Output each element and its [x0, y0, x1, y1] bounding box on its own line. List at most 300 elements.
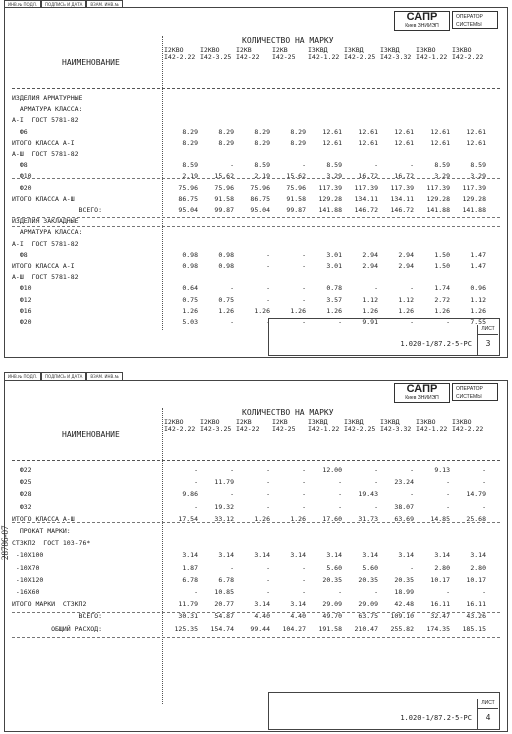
- row-value: 1.12: [398, 295, 414, 304]
- row-value: 12.61: [430, 138, 450, 147]
- column-header: I2КВО I42-3.25: [200, 418, 232, 433]
- sapr-logo: [394, 11, 450, 31]
- row-value: 99.87: [286, 206, 306, 214]
- row-value: 1.50: [434, 262, 450, 270]
- row-value: 3.14: [182, 551, 198, 560]
- table-row: [12, 478, 500, 486]
- row-value: 32.47: [430, 612, 450, 621]
- row-label: ИТОГО МАРКИ СТ3КП2: [12, 600, 87, 609]
- row-label: А-I ГОСТ 5781-82: [12, 239, 79, 248]
- row-separator: [12, 612, 500, 613]
- row-separator: [12, 226, 500, 227]
- row-value: -: [446, 490, 450, 499]
- row-value: 3.14: [254, 600, 270, 609]
- row-label: А-Ш ГОСТ 5781-82: [12, 150, 79, 158]
- table-row: [12, 262, 500, 270]
- table-row: [12, 161, 500, 169]
- row-value: 3.14: [254, 551, 270, 560]
- row-label: Ф32: [12, 502, 32, 511]
- table-row: [12, 588, 500, 596]
- row-value: 1.26: [182, 306, 198, 315]
- document-code: 1.020-1/87.2-5-PC: [400, 340, 472, 348]
- row-value: -: [230, 318, 234, 326]
- sapr-logo: [394, 383, 450, 403]
- column-header: I2КВ I42-25: [272, 418, 296, 433]
- sheet-number-box: [477, 699, 498, 729]
- sapr-title: САПР: [406, 383, 438, 395]
- row-value: 8.29: [182, 127, 198, 136]
- row-value: 117.39: [318, 183, 342, 192]
- row-value: -: [266, 575, 270, 584]
- column-header: I3КВО I42-2.22: [452, 46, 484, 61]
- row-value: 75.96: [250, 183, 270, 192]
- row-value: -: [482, 588, 486, 596]
- row-value: 8.29: [182, 138, 198, 147]
- column-header: I2КВО I42-2.22: [164, 46, 196, 61]
- row-value: 63.69: [394, 514, 414, 523]
- row-label: Ф8: [12, 250, 28, 259]
- row-value: 2.94: [398, 250, 414, 259]
- row-label: ИТОГО КЛАССА А-I: [12, 262, 75, 270]
- row-value: 1.47: [470, 262, 486, 270]
- table-row: [12, 240, 500, 248]
- row-label: Ф28: [12, 490, 32, 499]
- row-value: -: [410, 318, 414, 326]
- row-value: 8.29: [254, 127, 270, 136]
- operator-label: ОПЕРАТОР: [456, 386, 483, 392]
- row-value: -: [230, 161, 234, 170]
- row-value: 8.59: [182, 161, 198, 170]
- row-value: -: [374, 284, 378, 293]
- row-value: 12.61: [430, 127, 450, 136]
- sapr-org: Киев ЗНИИЭП: [405, 23, 439, 29]
- table-row: [12, 195, 500, 203]
- table-row: [12, 284, 500, 292]
- table-row: [12, 466, 500, 474]
- row-value: 2.80: [434, 563, 450, 572]
- row-value: 1.26: [218, 306, 234, 315]
- row-value: -: [302, 295, 306, 304]
- row-value: 2.80: [470, 563, 486, 572]
- table-header: [12, 36, 500, 89]
- row-value: 20.35: [322, 575, 342, 584]
- row-value: 5.03: [182, 318, 198, 326]
- row-value: -: [302, 588, 306, 596]
- row-value: 3.57: [326, 295, 342, 304]
- row-value: 2.72: [434, 295, 450, 304]
- row-value: 12.61: [394, 127, 414, 136]
- row-value: -: [446, 318, 450, 326]
- row-value: -: [374, 161, 378, 170]
- row-value: 8.59: [326, 161, 342, 170]
- row-value: 2.94: [362, 262, 378, 270]
- row-value: 12.00: [322, 466, 342, 474]
- table-row: [12, 503, 500, 511]
- row-value: -: [230, 466, 234, 474]
- row-value: 1.26: [290, 514, 306, 523]
- row-value: 38.07: [394, 502, 414, 511]
- row-value: 3.14: [434, 551, 450, 560]
- row-value: 17.54: [178, 514, 198, 523]
- row-label: ИТОГО КЛАССА А-Ш: [12, 514, 75, 523]
- table-row: [12, 206, 500, 214]
- table-row: [12, 625, 500, 633]
- row-value: 63.75: [358, 612, 378, 621]
- row-value: -: [410, 284, 414, 293]
- sheet-label: ЛИСТ: [478, 325, 498, 335]
- row-value: -: [302, 250, 306, 259]
- row-value: 33.12: [214, 514, 234, 523]
- row-value: 0.75: [218, 295, 234, 304]
- row-value: 134.11: [390, 194, 414, 203]
- operator-label: ОПЕРАТОР: [456, 14, 483, 20]
- row-value: 29.09: [322, 600, 342, 609]
- sheet-label: ЛИСТ: [478, 699, 498, 709]
- table-row: [12, 600, 500, 608]
- row-value: 1.47: [470, 250, 486, 259]
- column-header: I2КВО I42-3.25: [200, 46, 232, 61]
- sheet-2: [0, 372, 512, 734]
- row-value: 1.50: [434, 250, 450, 259]
- row-value: 75.96: [286, 183, 306, 192]
- row-value: -: [410, 563, 414, 572]
- row-separator: [12, 637, 500, 638]
- row-value: 146.72: [354, 206, 378, 214]
- row-value: -: [302, 490, 306, 499]
- row-value: -: [302, 262, 306, 270]
- row-label: А-Ш ГОСТ 5781-82: [12, 273, 79, 282]
- row-value: 3.29: [434, 172, 450, 181]
- row-value: -: [338, 588, 342, 596]
- row-value: -: [482, 466, 486, 474]
- row-value: 12.61: [358, 127, 378, 136]
- row-value: -: [266, 502, 270, 511]
- column-header: I3КВД I42-3.32: [380, 46, 412, 61]
- row-label: Ф25: [12, 478, 32, 487]
- sapr-org: Киев ЗНИИЭП: [405, 395, 439, 401]
- row-value: 0.96: [470, 284, 486, 293]
- stamp-cell: ВЗАМ. ИНВ.№: [86, 372, 122, 380]
- row-value: 12.61: [394, 138, 414, 147]
- row-value: 0.75: [182, 295, 198, 304]
- row-value: 0.98: [182, 250, 198, 259]
- row-value: 174.35: [426, 624, 450, 633]
- table-row: [12, 273, 500, 281]
- table-row: [12, 490, 500, 498]
- table-row: [12, 612, 500, 620]
- name-header: НАИМЕНОВАНИЕ: [62, 430, 120, 439]
- row-value: 12.61: [322, 138, 342, 147]
- table-row: [12, 307, 500, 315]
- row-value: 86.75: [250, 194, 270, 203]
- row-value: 95.04: [250, 206, 270, 214]
- row-value: 29.09: [358, 600, 378, 609]
- table-header: [12, 408, 500, 461]
- stamp-cell: ИНВ.№ ПОДЛ.: [4, 372, 41, 380]
- row-value: 8.59: [470, 161, 486, 170]
- row-value: 3.14: [470, 551, 486, 560]
- row-value: 146.72: [390, 206, 414, 214]
- row-value: -: [266, 588, 270, 596]
- stamp-bar: [4, 372, 123, 380]
- row-value: 31.73: [358, 514, 378, 523]
- column-header: I2КВ I42-22: [236, 418, 260, 433]
- row-value: 134.11: [354, 194, 378, 203]
- row-value: 1.26: [254, 514, 270, 523]
- column-header: I3КВД I42-1.22: [308, 46, 340, 61]
- row-label: -10Х100: [12, 551, 44, 560]
- row-value: -: [194, 466, 198, 474]
- row-label: Ф8: [12, 161, 28, 170]
- row-value: 109.10: [390, 612, 414, 621]
- row-value: 43.26: [466, 612, 486, 621]
- table-row: [12, 217, 500, 225]
- row-value: 10.85: [214, 588, 234, 596]
- column-header: I3КВД I42-2.25: [344, 418, 376, 433]
- stamp-cell: ПОДПИСЬ И ДАТА: [41, 0, 86, 8]
- row-value: 16.11: [466, 600, 486, 609]
- row-value: 125.35: [174, 624, 198, 633]
- row-label: ПРОКАТ МАРКИ:: [12, 527, 71, 535]
- row-value: 141.88: [318, 206, 342, 214]
- row-value: 129.28: [462, 194, 486, 203]
- row-value: 42.48: [394, 600, 414, 609]
- row-value: 5.60: [362, 563, 378, 572]
- row-value: -: [266, 295, 270, 304]
- row-value: 30.31: [178, 612, 198, 621]
- row-value: -: [374, 466, 378, 474]
- row-value: 1.26: [326, 306, 342, 315]
- row-value: 0.98: [218, 262, 234, 270]
- row-value: -: [374, 502, 378, 511]
- row-value: 4.40: [290, 612, 306, 621]
- row-value: 0.64: [182, 284, 198, 293]
- row-value: -: [302, 478, 306, 487]
- row-value: 12.61: [466, 138, 486, 147]
- row-label: ИТОГО КЛАССА А-I: [12, 138, 75, 147]
- row-value: 154.74: [210, 624, 234, 633]
- operator-box: [452, 11, 498, 29]
- row-value: 3.14: [398, 551, 414, 560]
- row-value: -: [194, 478, 198, 487]
- row-value: 11.79: [178, 600, 198, 609]
- qty-header: КОЛИЧЕСТВО НА МАРКУ: [242, 408, 334, 417]
- table-row: [12, 116, 500, 124]
- column-header: I3КВО I42-2.22: [452, 418, 484, 433]
- row-value: 99.44: [250, 624, 270, 633]
- row-value: 19.32: [214, 502, 234, 511]
- table-row: [12, 139, 500, 147]
- row-value: 75.96: [214, 183, 234, 192]
- row-value: 86.75: [178, 194, 198, 203]
- row-value: -: [482, 502, 486, 511]
- sheet-number: 3: [485, 339, 491, 348]
- row-label: Ф10: [12, 172, 32, 181]
- row-value: 1.26: [398, 306, 414, 315]
- row-value: -: [266, 262, 270, 270]
- row-value: 15.62: [286, 172, 306, 181]
- row-value: 1.12: [470, 295, 486, 304]
- row-value: 25.68: [466, 514, 486, 523]
- row-value: 141.88: [426, 206, 450, 214]
- row-label: СТ3КП2 ГОСТ 103-76*: [12, 539, 91, 548]
- column-header: I2КВ I42-25: [272, 46, 296, 61]
- row-value: -: [410, 161, 414, 170]
- title-block: [268, 692, 500, 730]
- operator-box: [452, 383, 498, 401]
- row-value: 117.39: [390, 183, 414, 192]
- row-separator: [12, 178, 500, 179]
- row-value: -: [302, 502, 306, 511]
- row-value: 2.94: [398, 262, 414, 270]
- row-value: 19.43: [358, 490, 378, 499]
- row-label: Ф16: [12, 306, 32, 315]
- row-value: 54.87: [214, 612, 234, 621]
- operator-sub: СИСТЕМЫ: [456, 22, 482, 28]
- row-value: 1.26: [470, 306, 486, 315]
- row-value: -: [338, 478, 342, 487]
- row-value: -: [338, 502, 342, 511]
- row-label: Ф12: [12, 295, 32, 304]
- row-label: ВСЕГО:: [12, 206, 103, 214]
- stamp-cell: ИНВ.№ ПОДЛ.: [4, 0, 41, 8]
- row-value: 117.39: [426, 183, 450, 192]
- title-block: [268, 318, 500, 356]
- row-value: 75.96: [178, 183, 198, 192]
- row-value: -: [446, 588, 450, 596]
- sheet-1: [0, 0, 512, 360]
- row-value: 10.17: [466, 575, 486, 584]
- row-value: 18.99: [394, 588, 414, 596]
- row-value: 3.01: [326, 262, 342, 270]
- row-value: 129.28: [426, 194, 450, 203]
- row-value: 8.59: [254, 161, 270, 170]
- operator-sub: СИСТЕМЫ: [456, 394, 482, 400]
- row-value: -: [266, 318, 270, 326]
- row-label: -10Х70: [12, 563, 40, 572]
- row-value: -: [302, 466, 306, 474]
- row-value: 15.62: [214, 172, 234, 181]
- row-value: 16.11: [430, 600, 450, 609]
- row-value: 17.60: [322, 514, 342, 523]
- qty-header: КОЛИЧЕСТВО НА МАРКУ: [242, 36, 334, 45]
- row-value: -: [266, 478, 270, 487]
- row-value: -: [266, 284, 270, 293]
- row-value: 3.29: [470, 172, 486, 181]
- row-value: 7.55: [470, 318, 486, 326]
- row-value: 3.29: [326, 172, 342, 181]
- column-header: I2КВО I42-2.22: [164, 418, 196, 433]
- row-value: 4.40: [254, 612, 270, 621]
- table-row: [12, 172, 500, 180]
- row-label: Ф22: [12, 466, 32, 474]
- row-value: 1.74: [434, 284, 450, 293]
- row-value: 20.77: [214, 600, 234, 609]
- row-value: 8.29: [218, 138, 234, 147]
- row-label: АРМАТУРА КЛАССА:: [12, 228, 83, 237]
- table-row: [12, 184, 500, 192]
- row-label: А-I ГОСТ 5781-82: [12, 116, 79, 125]
- row-value: -: [230, 490, 234, 499]
- row-value: -: [266, 490, 270, 499]
- document-code: 1.020-1/87.2-5-PC: [400, 714, 472, 722]
- row-value: 49.70: [322, 612, 342, 621]
- row-value: 91.58: [286, 194, 306, 203]
- column-header: I3КВД I42-3.32: [380, 418, 412, 433]
- row-value: 8.59: [434, 161, 450, 170]
- row-value: 99.87: [214, 206, 234, 214]
- column-header: I3КВД I42-2.25: [344, 46, 376, 61]
- row-label: АРМАТУРА КЛАССА:: [12, 105, 83, 114]
- table-row: [12, 296, 500, 304]
- row-value: 104.27: [282, 624, 306, 633]
- row-value: 117.39: [354, 183, 378, 192]
- row-label: ИТОГО КЛАССА А-Ш: [12, 194, 75, 203]
- row-label: Ф6: [12, 127, 28, 136]
- table-row: [12, 527, 500, 535]
- row-value: 0.78: [326, 284, 342, 293]
- row-value: 2.19: [182, 172, 198, 181]
- row-value: -: [302, 284, 306, 293]
- row-value: 185.15: [462, 624, 486, 633]
- row-value: 1.26: [254, 306, 270, 315]
- row-value: 20.35: [358, 575, 378, 584]
- row-value: -: [374, 588, 378, 596]
- row-value: 2.94: [362, 250, 378, 259]
- row-value: 0.98: [182, 262, 198, 270]
- row-label: ИЗДЕЛИЯ ЗАКЛАДНЫЕ: [12, 217, 79, 226]
- row-value: 3.14: [290, 551, 306, 560]
- row-value: 14.85: [430, 514, 450, 523]
- row-value: -: [266, 563, 270, 572]
- row-value: 8.29: [254, 138, 270, 147]
- row-label: -10Х120: [12, 575, 44, 584]
- row-value: -: [266, 250, 270, 259]
- row-value: 91.58: [214, 194, 234, 203]
- row-value: 3.14: [362, 551, 378, 560]
- row-label: ВСЕГО:: [12, 612, 103, 621]
- row-label: Ф10: [12, 284, 32, 293]
- row-value: -: [410, 466, 414, 474]
- row-value: 16.72: [394, 172, 414, 181]
- row-value: 8.29: [290, 138, 306, 147]
- table-row: [12, 94, 500, 102]
- row-value: 14.79: [466, 490, 486, 499]
- row-value: 5.60: [326, 563, 342, 572]
- row-value: 255.82: [390, 624, 414, 633]
- row-value: -: [230, 284, 234, 293]
- column-header: I3КВО I42-1.22: [416, 46, 448, 61]
- row-value: -: [338, 490, 342, 499]
- row-value: 117.39: [462, 183, 486, 192]
- column-header: I2КВ I42-22: [236, 46, 260, 61]
- row-value: 9.86: [182, 490, 198, 499]
- row-value: 9.91: [362, 318, 378, 326]
- column-header: I3КВД I42-1.22: [308, 418, 340, 433]
- row-value: 95.04: [178, 206, 198, 214]
- row-value: 3.14: [290, 600, 306, 609]
- row-value: -: [446, 502, 450, 511]
- row-value: -: [410, 490, 414, 499]
- table-row: [12, 128, 500, 136]
- table-row: [12, 105, 500, 113]
- sheet-number: 4: [485, 713, 491, 722]
- row-value: 3.01: [326, 250, 342, 259]
- row-value: -: [302, 575, 306, 584]
- row-value: -: [302, 161, 306, 170]
- row-value: 3.14: [326, 551, 342, 560]
- table-row: [12, 551, 500, 559]
